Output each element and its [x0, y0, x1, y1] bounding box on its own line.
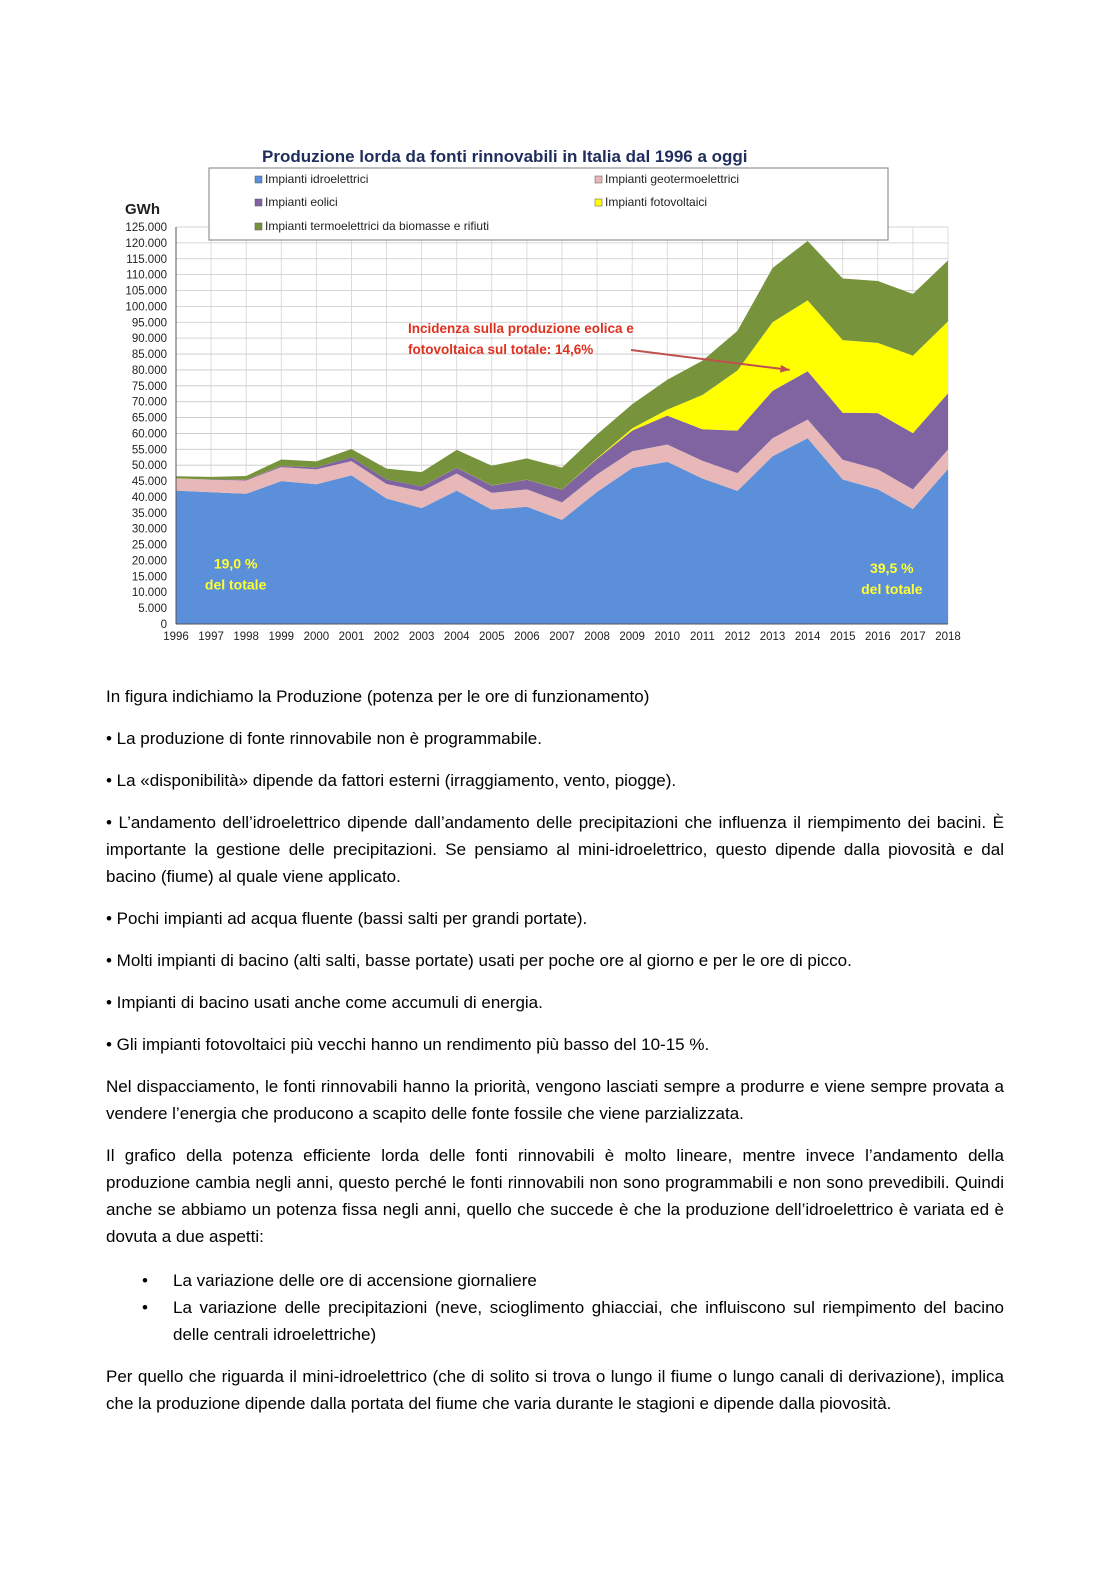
x-tick-label: 2005 [479, 631, 505, 643]
paragraph-bullet: • Molti impianti di bacino (alti salti, basse portate) usati per poche ore al giorno e per le ore di picco. [106, 951, 852, 970]
x-tick-label: 2001 [338, 631, 365, 643]
x-tick-label: 2017 [900, 631, 926, 643]
y-tick-label: 60.000 [131, 428, 167, 441]
y-tick-label: 70.000 [131, 396, 167, 409]
list-item-text: La variazione delle ore di accensione giornaliere [173, 1271, 537, 1290]
legend-swatch [255, 176, 262, 183]
paragraph-bullet: • Gli impianti fotovoltaici più vecchi hanno un rendimento più basso del 10-15 %. [106, 1035, 710, 1054]
annotation-share-1996: 19,0 % [213, 555, 258, 572]
y-tick-label: 110.000 [126, 269, 167, 282]
paragraph-dispatching: Nel dispacciamento, le fonti rinnovabili hanno la priorità, vengono lasciati sempre a produrre e viene sempre provata a vendere l’energia che producono a scapito delle fonte fossile che viene parzializzata. [106, 1077, 1004, 1123]
x-tick-label: 2010 [654, 631, 681, 643]
y-tick-label: 125.000 [125, 222, 167, 234]
paragraph-bullet: • La produzione di fonte rinnovabile non è programmabile. [106, 729, 542, 748]
x-tick-label: 2002 [373, 631, 400, 643]
legend-label: Impianti termoelettrici da biomasse e rifiuti [265, 219, 490, 233]
x-tick-label: 1997 [198, 631, 224, 643]
legend-swatch [255, 199, 262, 206]
paragraph-bullet: • Pochi impianti ad acqua fluente (bassi salti per grandi portate). [106, 909, 588, 928]
x-tick-label: 2013 [759, 631, 786, 643]
x-tick-label: 1999 [268, 631, 295, 643]
y-tick-label: 105.000 [125, 285, 167, 298]
y-tick-label: 40.000 [131, 491, 167, 504]
x-tick-label: 2007 [549, 631, 575, 643]
x-tick-label: 2009 [619, 631, 645, 643]
legend-label: Impianti eolici [265, 195, 338, 209]
annotation-share-2018: del totale [861, 581, 923, 598]
y-tick-label: 25.000 [131, 539, 167, 552]
annotation-wind-solar-share: fotovoltaica sul totale: 14,6% [408, 342, 594, 357]
renewables-chart [112, 136, 992, 666]
x-tick-label: 1998 [233, 631, 259, 643]
y-tick-label: 120.000 [125, 237, 167, 250]
y-axis-label: GWh [125, 201, 160, 218]
x-tick-label: 2003 [408, 631, 435, 643]
y-tick-label: 75.000 [131, 380, 167, 393]
y-tick-label: 45.000 [131, 476, 167, 489]
y-tick-label: 55.000 [131, 444, 167, 457]
x-tick-label: 2008 [584, 631, 610, 643]
y-tick-label: 100.000 [125, 301, 167, 314]
x-tick-label: 2011 [689, 631, 715, 643]
bullet-dot: • [142, 1271, 148, 1290]
y-tick-label: 0 [160, 619, 167, 631]
y-tick-label: 85.000 [131, 349, 167, 362]
y-tick-label: 115.000 [126, 253, 167, 266]
list-item [106, 1267, 1004, 1294]
y-tick-label: 20.000 [131, 555, 167, 568]
legend-label: Impianti geotermoelettrici [605, 172, 740, 186]
legend-label: Impianti fotovoltaici [605, 195, 708, 209]
y-tick-label: 15.000 [131, 571, 167, 584]
y-tick-label: 35.000 [131, 507, 167, 520]
y-tick-label: 10.000 [131, 587, 167, 600]
x-axis-ticks [163, 631, 961, 643]
x-tick-label: 2000 [303, 631, 330, 643]
chart-legend [209, 168, 888, 240]
x-tick-label: 2015 [829, 631, 856, 643]
y-tick-label: 90.000 [131, 333, 167, 346]
annotation-share-2018: 39,5 % [870, 560, 914, 577]
y-tick-label: 65.000 [131, 412, 167, 425]
y-tick-label: 95.000 [131, 317, 167, 330]
x-tick-label: 1996 [163, 631, 189, 643]
y-tick-label: 80.000 [131, 364, 167, 377]
y-tick-label: 5.000 [138, 603, 167, 616]
x-tick-label: 2014 [794, 631, 821, 643]
x-tick-label: 2016 [865, 631, 891, 643]
legend-swatch [595, 176, 602, 183]
x-tick-label: 2004 [443, 631, 470, 643]
legend-label: Impianti idroelettrici [265, 172, 369, 186]
paragraph-intro: In figura indichiamo la Produzione (potenza per le ore di funzionamento) [106, 687, 650, 706]
paragraph-power-graph: Il grafico della potenza efficiente lorda delle fonti rinnovabili è molto lineare, mentre invece l’andamento della produzione cambia negli anni, questo perché le fonti rinnovabili non sono programmabili e non sono prevedibili. Quindi anche se abbiamo un potenza fissa negli anni, quello che succede è che la produzione dell’idroelettrico è variata ed è dovuta a due aspetti: [106, 1146, 1004, 1246]
x-tick-label: 2006 [514, 631, 540, 643]
paragraph-mini-hydro: Per quello che riguarda il mini-idroelettrico (che di solito si trova o lungo il fiume o lungo canali di derivazione), implica che la produzione dipende dalla portata del fiume che varia durante le stagioni e dipende dalla piovosità. [106, 1367, 1004, 1413]
annotation-wind-solar-share: Incidenza sulla produzione eolica e [408, 321, 634, 336]
x-tick-label: 2012 [724, 631, 751, 643]
paragraph-bullet: • Impianti di bacino usati anche come accumuli di energia. [106, 993, 543, 1012]
chart-title: Produzione lorda da fonti rinnovabili in Italia dal 1996 a oggi [262, 147, 748, 166]
list-item [106, 1294, 1004, 1348]
bullet-dot: • [142, 1298, 148, 1317]
bullet-list [106, 1267, 1004, 1348]
annotation-share-1996: del totale [204, 576, 267, 593]
paragraph-bullet: • L’andamento dell’idroelettrico dipende dall’andamento delle precipitazioni che influenza il riempimento dei bacini. È importante la gestione delle precipitazioni. Se pensiamo al mini-idroelettrico, questo dipende dalla piovosità e dal bacino (fiume) al quale viene applicato. [106, 813, 1004, 886]
legend-swatch [595, 199, 602, 206]
y-tick-label: 50.000 [131, 460, 167, 473]
document-body-top [106, 683, 1004, 1417]
paragraph-bullet: • La «disponibilità» dipende da fattori esterni (irraggiamento, vento, piogge). [106, 771, 677, 790]
x-tick-label: 2018 [935, 631, 961, 643]
y-tick-label: 30.000 [131, 523, 167, 536]
list-item-text: La variazione delle precipitazioni (neve, scioglimento ghiacciai, che influiscono sul riempimento del bacino delle centrali idroelettriche) [173, 1298, 1004, 1344]
legend-swatch [255, 223, 262, 230]
